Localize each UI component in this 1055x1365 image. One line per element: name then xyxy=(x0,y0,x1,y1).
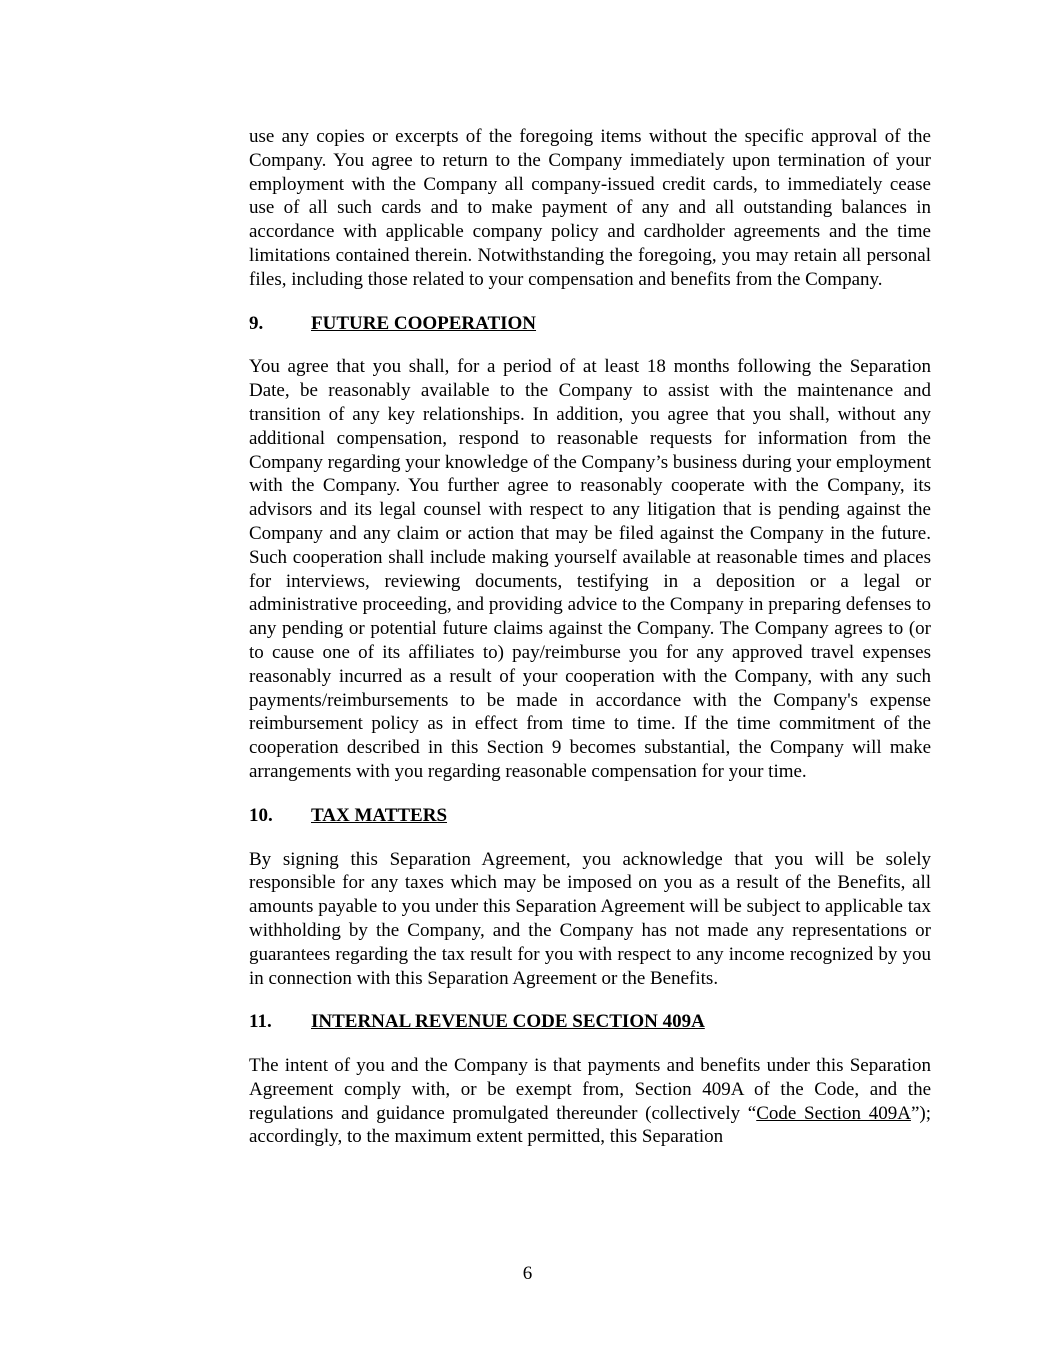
section-9-heading xyxy=(249,312,931,336)
section-10-number: 10. xyxy=(249,804,273,826)
section-10-title: TAX MATTERS xyxy=(311,804,448,826)
defined-term-code-section-409a: Code Section 409A xyxy=(756,1102,911,1124)
section-11-heading xyxy=(249,1010,931,1034)
intro-paragraph: use any copies or excerpts of the foregoing items without the specific approval of the Company. You agree to return to the Company immediately upon termination of your employment with the Company all company-issued credit cards, to immediately cease use of all such cards and to make payment of any and all outstanding balances in accordance with applicable company policy and cardholder agreements and the time limitations contained therein. Notwithstanding the foregoing, you may retain all personal files, including those related to your compensation and benefits from the Company. xyxy=(249,126,931,290)
section-11-title: INTERNAL REVENUE CODE SECTION 409A xyxy=(311,1011,705,1033)
section-11-body xyxy=(249,1054,931,1149)
section-9-number: 9. xyxy=(249,312,264,334)
document-body xyxy=(249,125,931,1149)
section-11-body-end: ”); accordingly, to the maximum extent permitted, this Separation xyxy=(249,1102,931,1148)
section-10-body: By signing this Separation Agreement, you acknowledge that you will be solely responsible for any taxes which may be imposed on you as a result of the Benefits, all amounts payable to you under this Separation Agreement will be subject to applicable tax withholding by the Company, and the Company has not made any representations or guarantees regarding the tax result for you with respect to any income recognized by you in connection with this Separation Agreement or the Benefits. xyxy=(249,848,931,989)
section-11-body-start: The intent of you and the Company is that payments and benefits under this Separation Agreement comply with, or be exempt from, Section 409A of the Code, and the regulations and guidance promulgated thereunder (collectively “ xyxy=(249,1055,931,1124)
page-number: 6 xyxy=(522,1263,533,1284)
section-9-title: FUTURE COOPERATION xyxy=(311,312,537,334)
section-10-heading xyxy=(249,804,931,828)
section-11-number: 11. xyxy=(249,1011,272,1033)
section-9-body: You agree that you shall, for a period of at least 18 months following the Separation Date, be reasonably available to the Company to assist with the maintenance and transition of any key relationships. In addition, you agree that you shall, without any additional compensation, respond to reasonable requests for information from the Company regarding your knowledge of the Company’s business during your employment with the Company. You further agree to reasonably cooperate with the Company, its advisors and its legal counsel with respect to any litigation that is pending against the Company and any claim or action that may be filed against the Company in the future. Such cooperation shall include making yourself available at reasonable times and places for interviews, reviewing documents, testifying in a deposition or a legal or administrative proceeding, and providing advice to the Company in preparing defenses to any pending or potential future claims against the Company. The Company agrees to (or to cause one of its affiliates to) pay/reimburse you for any approved travel expenses reasonably incurred as a result of your cooperation with the Company, with any such payments/reimbursements to be made in accordance with the Company's expense reimbursement policy as in effect from time to time. If the time commitment of the cooperation described in this Section 9 becomes substantial, the Company will make arrangements with you regarding reasonable compensation for your time. xyxy=(249,356,931,782)
